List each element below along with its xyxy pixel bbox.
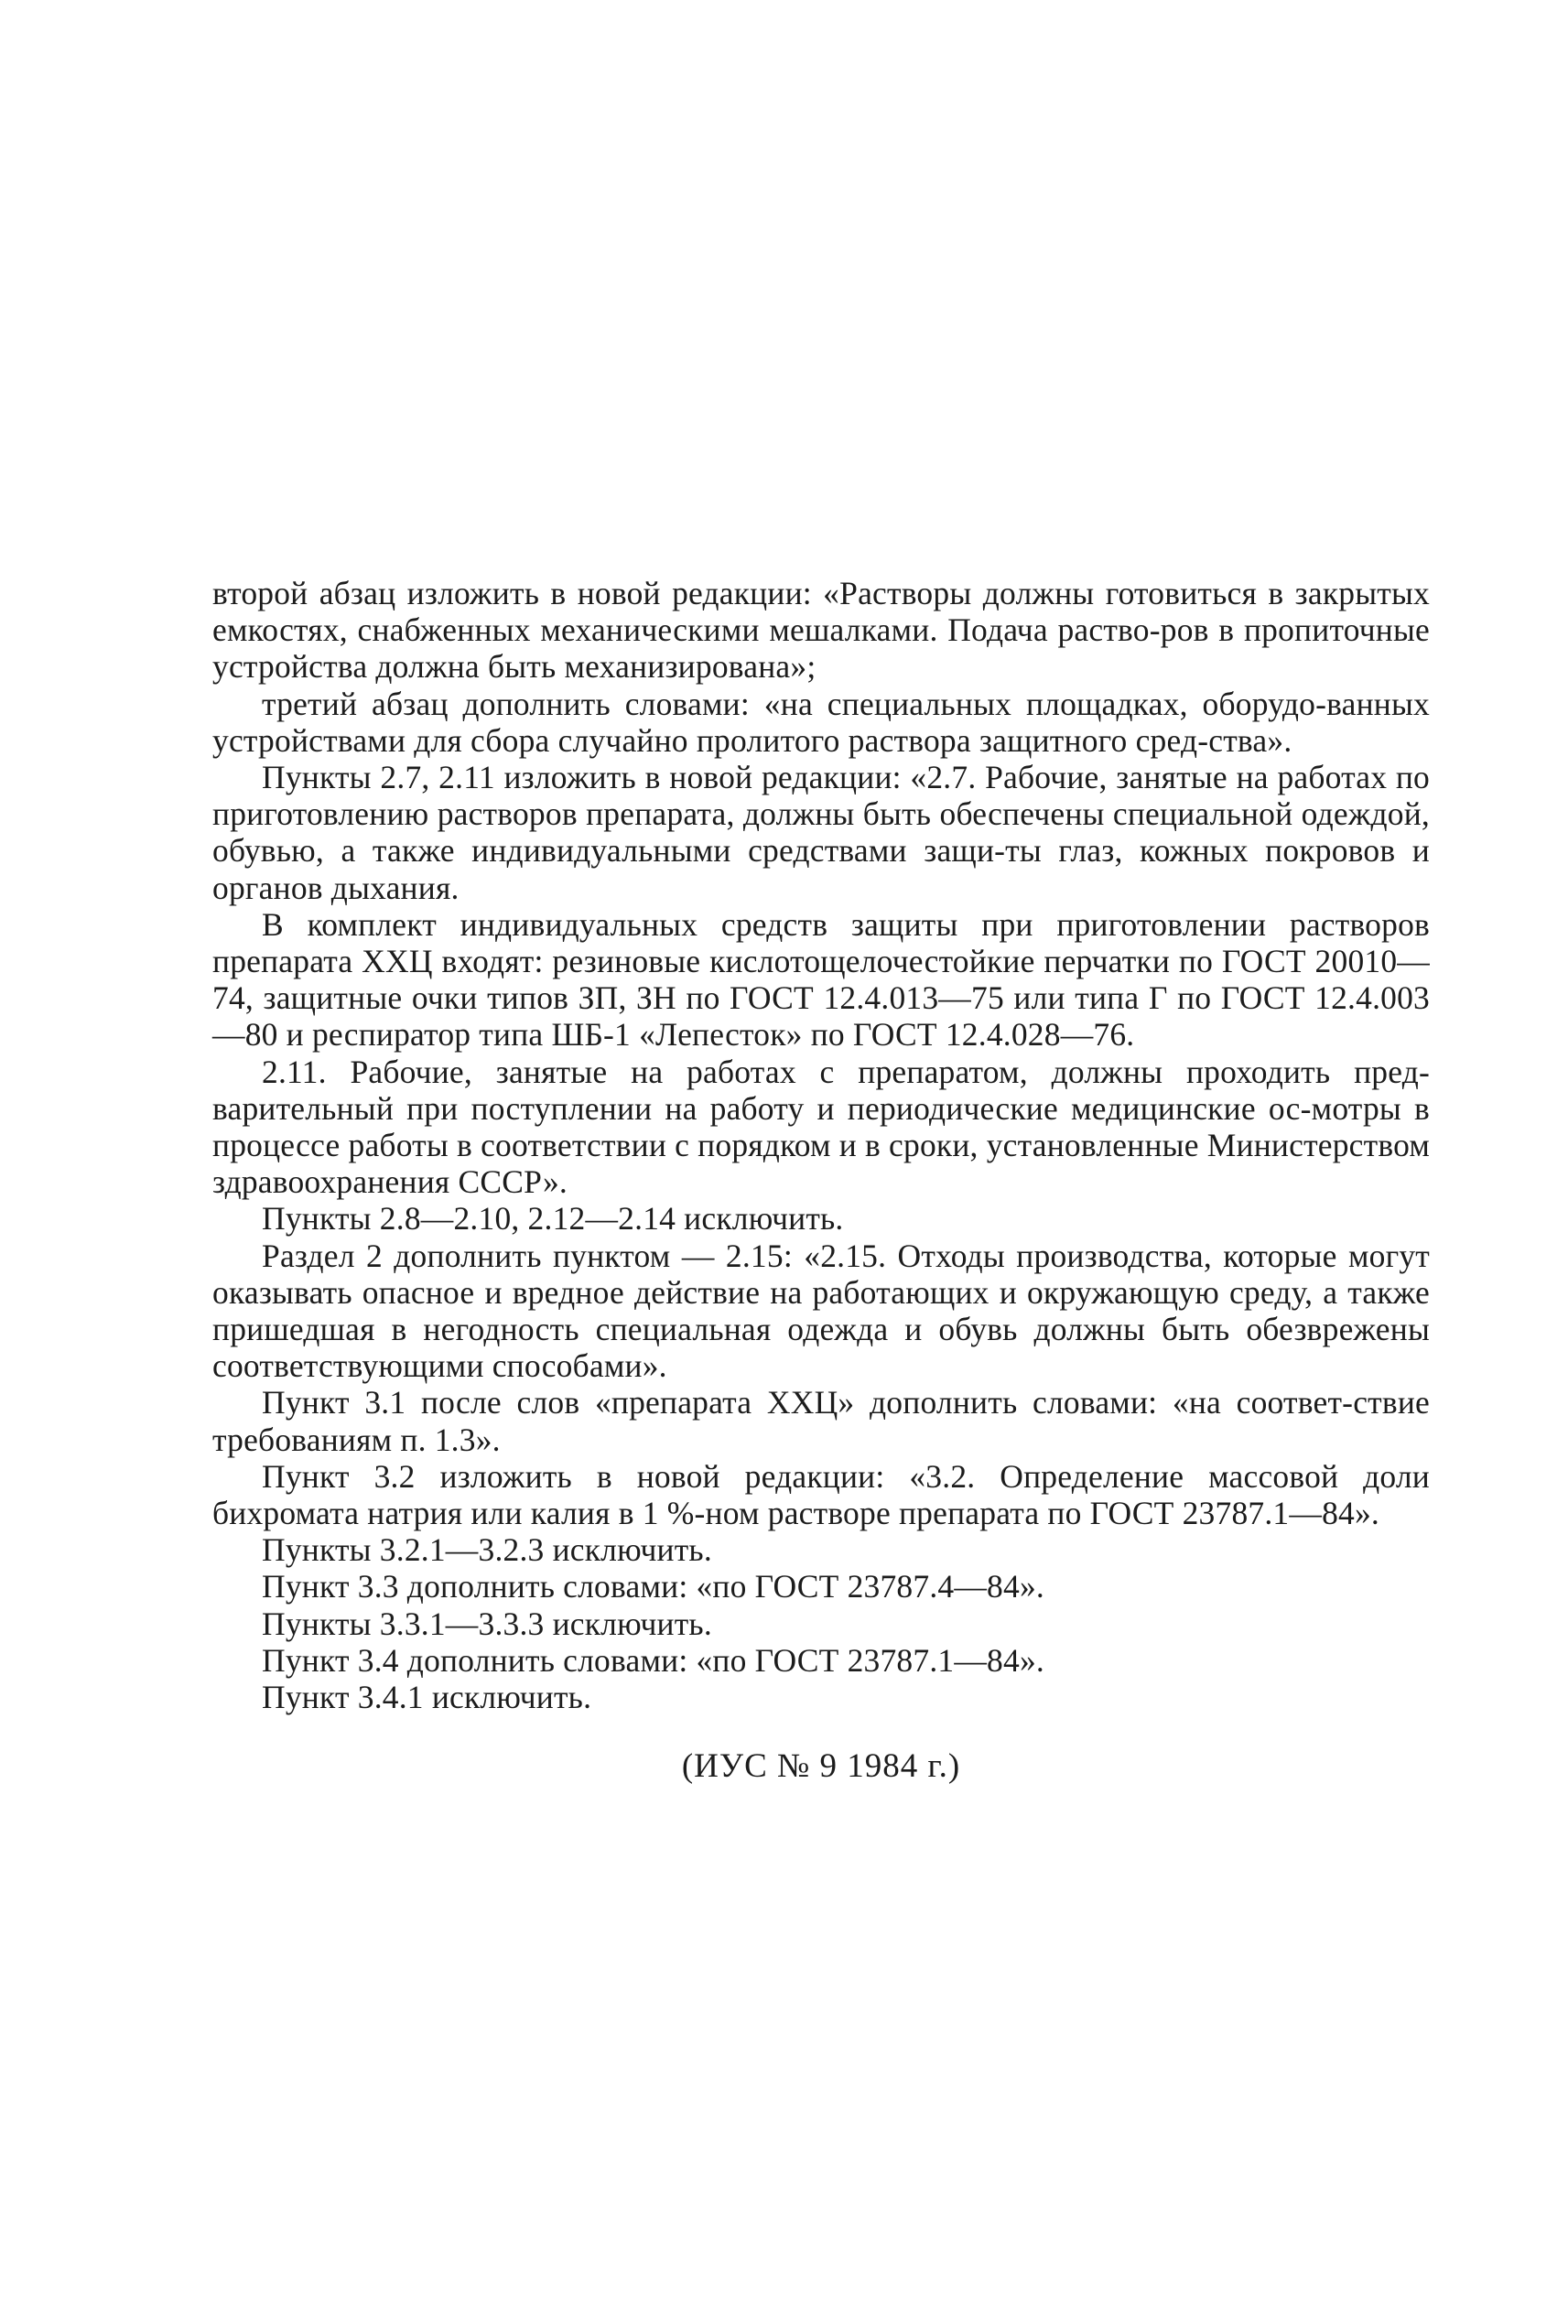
text-line: Пункты 2.7, 2.11 изложить в новой редакции: «2.7. Рабочие, занятые на [262,759,1269,796]
paragraph-p12 [212,1605,1430,1642]
text-line: Пункты 3.2.1—3.2.3 исключить. [262,1531,712,1569]
text-line: ванных устройствами для сбора случайно пролитого раствора защитного сред- [212,685,1430,759]
text-line: 23787.1—84». [1182,1495,1379,1532]
paragraph-p3 [212,759,1430,906]
text-line: Пункт 3.1 после слов «препарата ХХЦ» дополнить словами: «на соответ- [262,1384,1354,1421]
document-body [212,575,1430,1787]
text-line: Раздел 2 дополнить пунктом — 2.15: «2.15. Отходы производства, которые [262,1237,1337,1274]
text-line: второй абзац изложить в новой редакции: «Растворы должны готовиться [212,575,1257,611]
text-line: по ГОСТ 12.4.003—80 и респиратор типа ШБ-1 «Лепесток» по ГОСТ 12.4.028—76. [212,979,1431,1054]
paragraph-p13 [212,1642,1430,1679]
paragraph-p11 [212,1568,1430,1605]
text-line: 20010—74, защитные очки типов ЗП, ЗН по ГОСТ 12.4.013—75 или типа Г [212,943,1430,1017]
paragraph-p7 [212,1238,1430,1385]
text-line: мотры в процессе работы в соответствии с порядком и в сроки, установленные [212,1089,1430,1164]
text-line: Пункты 2.8—2.10, 2.12—2.14 исключить. [262,1200,844,1238]
text-line: ствие требованиям п. 1.3». [212,1384,1430,1458]
text-line: ров в пропиточные устройства должна быть механизирована»; [212,611,1430,686]
text-line: Пункт 3.3 дополнить словами: «по ГОСТ 23787.4—84». [262,1568,1044,1605]
text-line: Пункт 3.4.1 исключить. [262,1679,592,1716]
text-line: могут оказывать опасное и вредное действие на работающих и окружающую [212,1237,1430,1311]
text-line: Пункт 3.4 дополнить словами: «по ГОСТ 23787.1—84». [262,1641,1044,1679]
source-citation: (ИУС № 9 1984 г.) [681,1747,961,1786]
text-line: Пункты 3.3.1—3.3.3 исключить. [262,1605,712,1642]
text-line: третий абзац дополнить словами: «на специальных площадках, оборудо- [262,685,1327,722]
text-line: быть обезврежены соответствующими способами». [212,1311,1431,1385]
paragraph-p10 [212,1531,1430,1568]
paragraph-p4 [212,906,1430,1054]
paragraph-p2 [212,686,1430,759]
text-line: в закрытых емкостях, снабженных механическими мешалками. Подача раство- [212,575,1430,649]
text-line: ства». [1208,721,1292,759]
paragraph-p9 [212,1458,1430,1531]
text-line: специальной одеждой, обувью, а также индивидуальными средствами защи- [212,795,1430,870]
text-line: работах по приготовлению растворов препарата, должны быть обеспечены [212,759,1430,833]
paragraph-p14 [212,1679,1430,1715]
text-line: среду, а также пришедшая в негодность специальная одежда и обувь должны [212,1273,1430,1348]
text-line: Пункт 3.2 изложить в новой редакции: «3.2. Определение массовой доли [262,1457,1430,1495]
paragraph-p1 [212,575,1430,686]
text-line: препарата ХХЦ входят: резиновые кислотощелочестойкие перчатки по ГОСТ [212,943,1306,980]
text-line: В комплект индивидуальных средств защиты при приготовлении растворов [262,905,1430,943]
text-line: бихромата натрия или калия в 1 %-ном растворе препарата по ГОСТ [212,1495,1174,1532]
text-line: варительный при поступлении на работу и периодические медицинские ос- [212,1089,1312,1127]
paragraph-list [212,575,1430,1715]
paragraph-p8 [212,1384,1430,1457]
paragraph-p6 [212,1200,1430,1237]
text-line: 2.11. Рабочие, занятые на работах с препаратом, должны проходить пред- [262,1053,1430,1090]
paragraph-p5 [212,1054,1430,1201]
text-line: ты глаз, кожных покровов и органов дыхания. [212,832,1430,906]
text-line: Министерством здравоохранения СССР». [212,1127,1431,1201]
